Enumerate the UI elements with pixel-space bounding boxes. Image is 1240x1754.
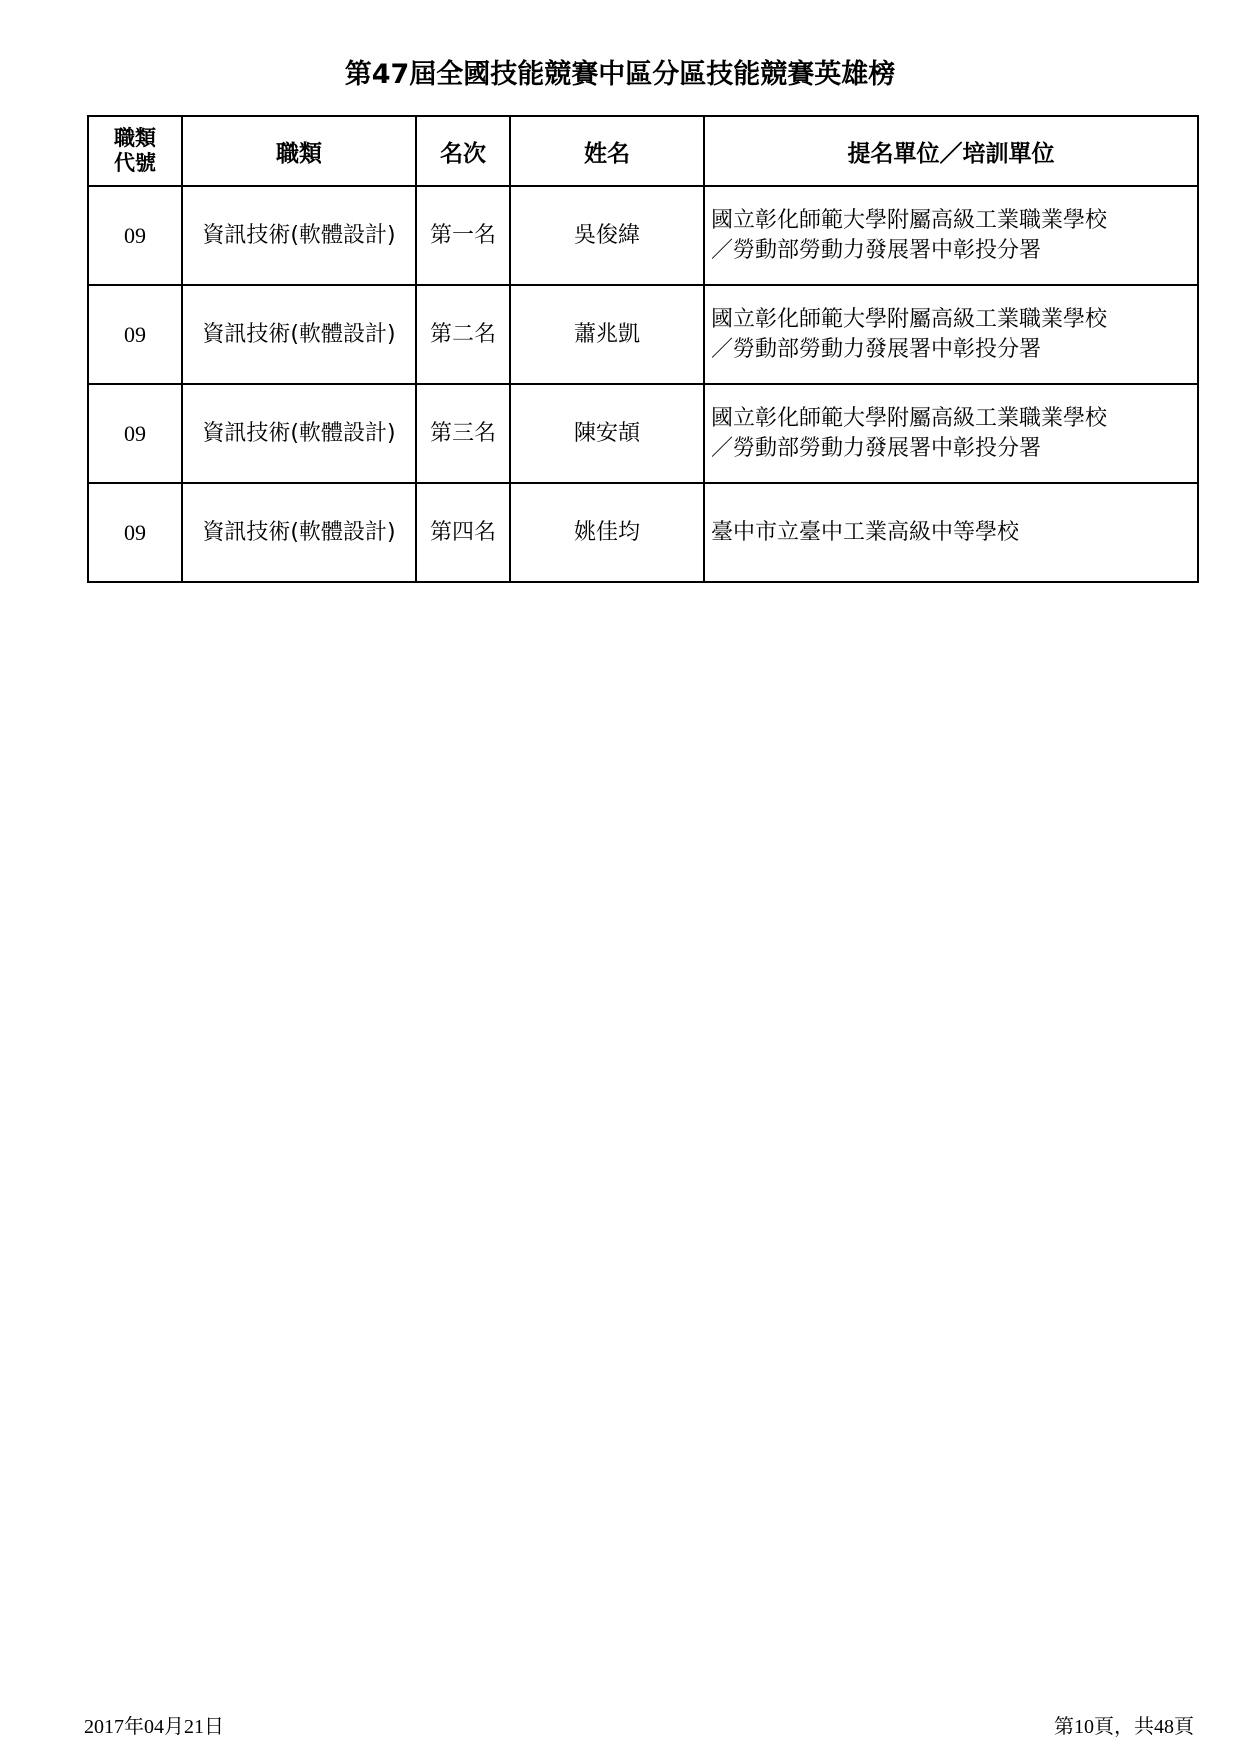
cell-rank: 第三名: [416, 384, 510, 483]
header-trade-code: [88, 116, 182, 186]
cell-name: 蕭兆凱: [510, 285, 704, 384]
table-header-row: [88, 116, 1198, 186]
header-trade-code-line1: 職類: [114, 126, 156, 150]
cell-unit-line1: 國立彰化師範大學附屬高級工業職業學校: [711, 405, 1108, 431]
cell-trade: 資訊技術(軟體設計): [182, 285, 416, 384]
cell-unit-line1: 國立彰化師範大學附屬高級工業職業學校: [711, 306, 1108, 332]
cell-unit-line1: 臺中市立臺中工業高級中等學校: [711, 519, 1020, 545]
header-unit: 提名單位／培訓單位: [704, 116, 1198, 186]
cell-trade: 資訊技術(軟體設計): [182, 483, 416, 582]
header-name: 姓名: [510, 116, 704, 186]
page-title: 第47屆全國技能競賽中區分區技能競賽英雄榜: [344, 59, 896, 90]
cell-rank: 第四名: [416, 483, 510, 582]
cell-trade-code: 09: [88, 285, 182, 384]
footer-date: 2017年04月21日: [84, 1716, 224, 1738]
cell-rank: 第二名: [416, 285, 510, 384]
cell-rank: 第一名: [416, 186, 510, 285]
table-row: [88, 285, 1198, 384]
cell-unit-line2: ／勞動部勞動力發展署中彰投分署: [711, 336, 1042, 362]
table-row: [88, 384, 1198, 483]
cell-unit-line1: 國立彰化師範大學附屬高級工業職業學校: [711, 207, 1108, 233]
cell-trade-code: 09: [88, 186, 182, 285]
header-trade: 職類: [182, 116, 416, 186]
cell-name: 陳安頡: [510, 384, 704, 483]
cell-unit: [704, 384, 1198, 483]
cell-unit: [704, 483, 1198, 582]
table-row: [88, 186, 1198, 285]
cell-trade: 資訊技術(軟體設計): [182, 186, 416, 285]
cell-unit-line2: ／勞動部勞動力發展署中彰投分署: [711, 435, 1042, 461]
cell-trade: 資訊技術(軟體設計): [182, 384, 416, 483]
cell-unit: [704, 285, 1198, 384]
cell-name: 姚佳均: [510, 483, 704, 582]
cell-name: 吳俊緯: [510, 186, 704, 285]
header-rank: 名次: [416, 116, 510, 186]
table-row: [88, 483, 1198, 582]
header-trade-code-line2: 代號: [114, 151, 156, 175]
cell-trade-code: 09: [88, 384, 182, 483]
footer-page-number: 第10頁，共48頁: [1054, 1716, 1194, 1738]
cell-unit-line2: ／勞動部勞動力發展署中彰投分署: [711, 237, 1042, 263]
cell-trade-code: 09: [88, 483, 182, 582]
results-table: [87, 115, 1199, 583]
cell-unit: [704, 186, 1198, 285]
